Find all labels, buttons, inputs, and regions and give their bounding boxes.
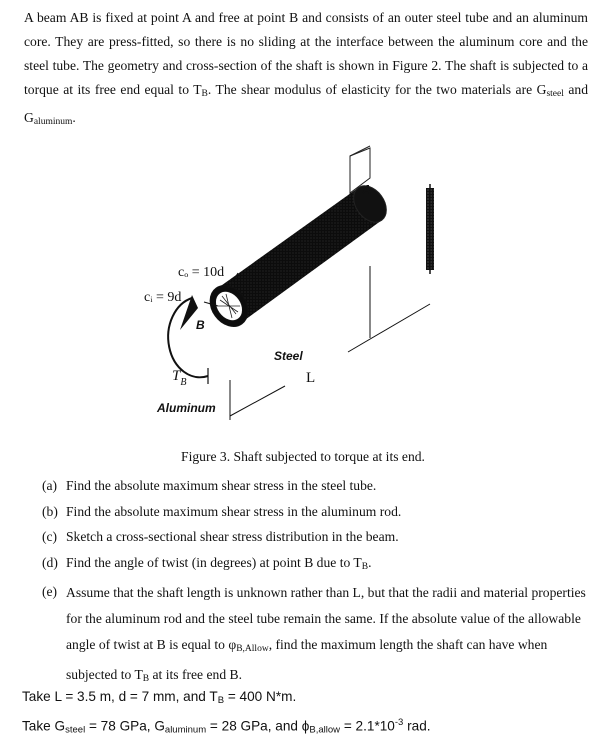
problem-statement: A beam AB is fixed at point A and free at point B and consists of an outer steel tube and an aluminum core. They are press-fitted, so there is no sliding at the interface between the aluminum core and the steel tube. The geometry and cross-section of the shaft is shown in Figure 2. The shaft is subjected to a torque at its free end equal to $T_B$. The shear modulus of elasticity for the two materials are $G_{steel}$ and $G_{aluminum}$. (24, 10, 588, 127)
label-B: B (196, 318, 205, 332)
given-values (22, 686, 592, 741)
question-b: (b) Find the absolute maximum shear stress in the aluminum rod. (42, 503, 402, 519)
question-list (42, 474, 590, 693)
question-d: (d) Find the angle of twist (in degrees) at point B due to $T_B$. (42, 554, 372, 572)
shaft-figure (100, 138, 520, 438)
figure-caption: Figure 3. Shaft subjected to torque at its end. (181, 449, 425, 464)
length-label: L (306, 370, 316, 386)
question-e: (e) Assume that the shaft length is unknown rather than L, but that the radii and material properties for the aluminum rod and the steel tube remain the same. If the absolute value of the allowable angle of twist at B is equal to $\varphi_{B,Allow}$, find the maximum length the shaft can have when subjected to $T_B$ at its free end B. (42, 583, 586, 684)
question-a: (a) Find the absolute maximum shear stress in the steel tube. (42, 478, 377, 493)
label-A: A (362, 182, 372, 197)
question-c: (c) Sketch a cross-sectional shear stress distribution in the beam. (42, 529, 399, 544)
steel-label: Steel (274, 349, 303, 363)
aluminum-label: Aluminum (157, 401, 216, 415)
inner-radius-label: cᵢ = 9d (144, 290, 182, 305)
outer-radius-label: cₒ = 10d (178, 265, 225, 280)
wall-hatching (426, 184, 434, 274)
given-line-2: Take $G_{steel} = 78$ GPa, $G_{aluminum} = 28$ GPa, and $\phi_{B,allow} = 2.1*10^{-3}$ rad. (22, 716, 431, 736)
given-line-1: Take L = 3.5 m, d = 7 mm, and $T_B = 400$ N*m. (22, 689, 297, 706)
torque-label: $T_B$ (172, 368, 187, 388)
